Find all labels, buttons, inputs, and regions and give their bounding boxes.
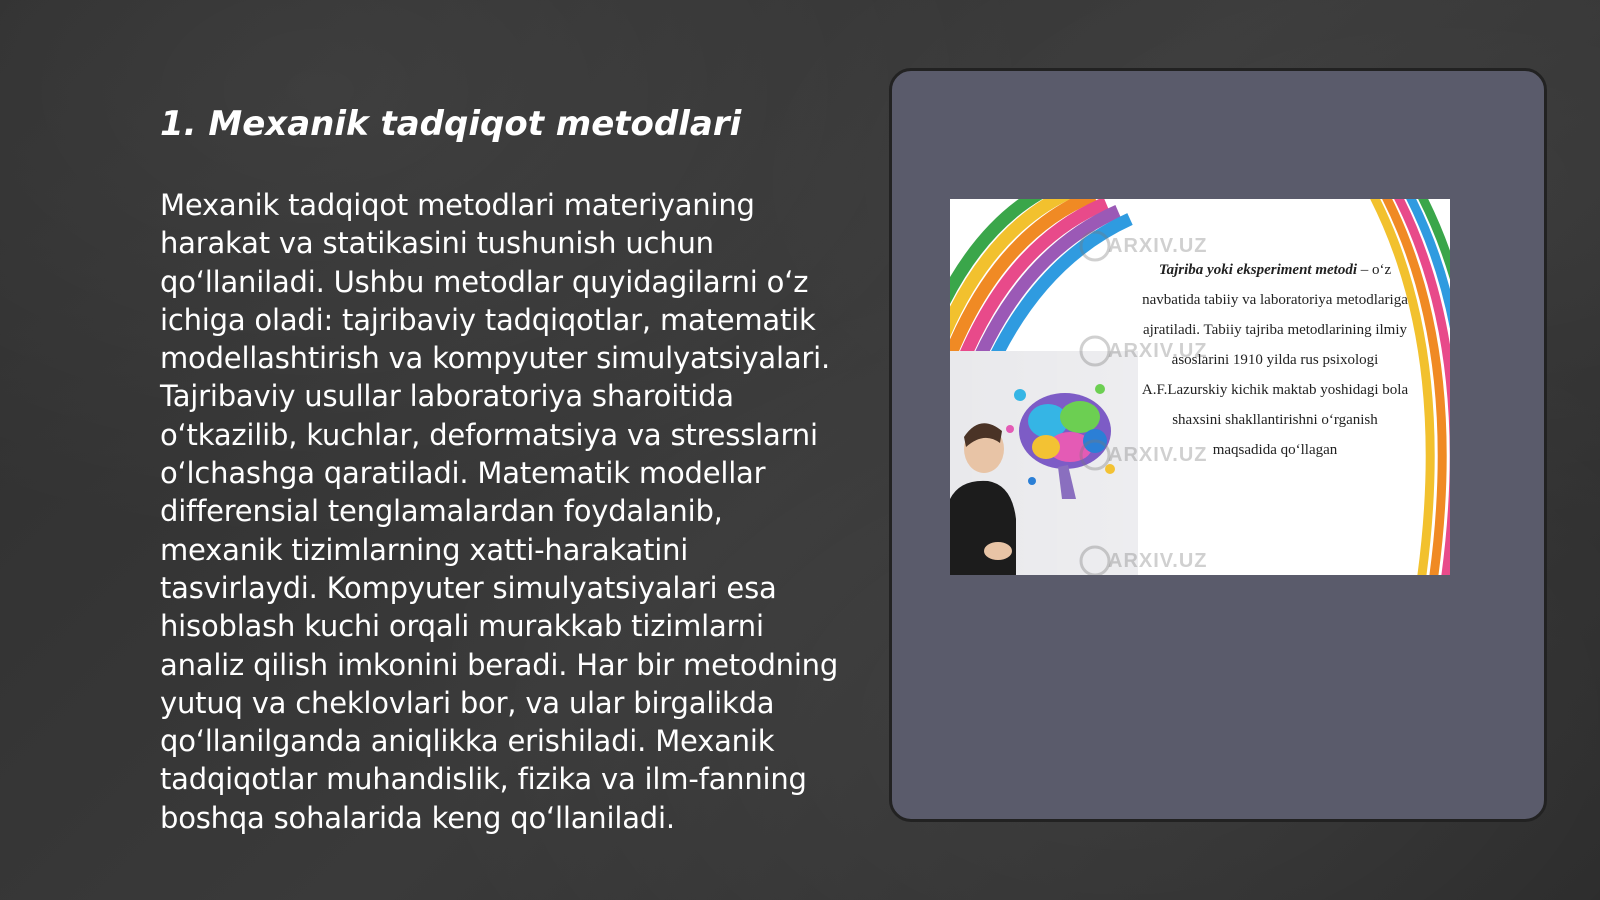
figure-term: Tajriba yoki eksperiment metodi bbox=[1158, 262, 1358, 278]
watermark-text: ARXIV.UZ bbox=[1108, 550, 1208, 572]
watermark-text: ARXIV.UZ bbox=[1108, 444, 1208, 466]
watermark-text: ARXIV.UZ bbox=[1108, 340, 1208, 362]
slide-body-text: Mexanik tadqiqot metodlari materiyaning harakat va statikasini tushunish uchun qo‘llaniladi. Ushbu metodlar quyidagilarni o‘z ichiga oladi: tajribaviy tadqiqotlar, matematik modellashtirish va kompyuter simulyatsiyalari. Tajribaviy usullar laboratoriya sharoitida o‘tkazilib, kuchlar, deformatsiya va stresslarni o‘lchashga qaratiladi. Matematik modellar differensial tenglamalardan foydalanib, mexanik tizimlarning xatti-harakatini tasvirlaydi. Kompyuter simulyatsiyalari esa hisoblash kuchi orqali murakkab tizimlarni analiz qilish imkonini beradi. Har bir metodning yutuq va cheklovlari bor, va ular birgalikda qo‘llanilganda aniqlikka erishiladi. Mexanik tadqiqotlar muhandislik, fizika va ilm-fanning boshqa sohalarida keng qo‘llaniladi. bbox=[160, 188, 839, 835]
figure-description: – o‘z navbatida tabiiy va laboratoriya metodlariga ajratiladi. Tabiiy tajriba metodlarining ilmiy asoslarini 1910 yilda rus psixologi A.F.Lazurskiy kichik maktab yoshidagi bola shaxsini shakllantirishni o‘rganish maqsadida qo‘llagan bbox=[1141, 262, 1409, 458]
figure-caption-text bbox=[1140, 255, 1410, 465]
watermark-text: ARXIV.UZ bbox=[1108, 235, 1208, 257]
slide-title: 1. Mexanik tadqiqot metodlari bbox=[160, 104, 742, 144]
figure-image bbox=[950, 199, 1450, 575]
